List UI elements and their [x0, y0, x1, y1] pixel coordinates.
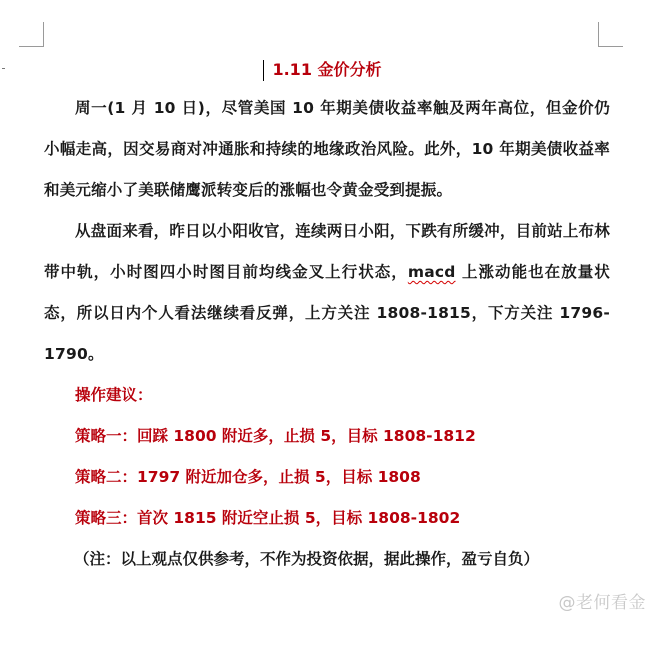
analysis-text-after: 上涨动能也在放量状态，所以日内个人看法继续看反弹，上方关注 1808-1815，下方关注 1796-1790。: [44, 263, 610, 363]
paragraph-market-summary: 周一(1 月 10 日)，尽管美国 10 年期美债收益率触及两年高位，但金价仍小幅走高，因交易商对冲通胀和持续的地缘政治风险。此外，10 年期美债收益率和美元缩小了美联储鹰派转变后的涨幅也令黄金受到提振。: [44, 99, 610, 199]
paragraph-technical-analysis: [44, 211, 610, 375]
analysis-text-before: 从盘面来看，昨日以小阳收官，连续两日小阳，下跌有所缓冲，目前站上布林带中轨，小时图四小时图目前均线金叉上行状态，: [44, 222, 610, 281]
strategy-1: 策略一：回踩 1800 附近多，止损 5，目标 1808-1812: [75, 427, 476, 445]
strategy-3: 策略三：首次 1815 附近空止损 5，目标 1808-1802: [75, 509, 461, 527]
spellcheck-flagged-word[interactable]: macd: [407, 263, 456, 281]
disclaimer: （注：以上观点仅供参考，不作为投资依据，据此操作，盈亏自负）: [74, 550, 540, 568]
margin-marker: [2, 68, 5, 69]
strategy-2: 策略二：1797 附近加仓多，止损 5，目标 1808: [75, 468, 421, 486]
advice-heading: 操作建议：: [75, 386, 153, 404]
document-title: 1.11 金价分析: [272, 60, 382, 79]
document-body[interactable]: [44, 56, 610, 580]
crop-mark-top-left: [19, 22, 44, 47]
watermark: @老何看金: [558, 593, 646, 613]
crop-mark-top-right: [598, 22, 623, 47]
